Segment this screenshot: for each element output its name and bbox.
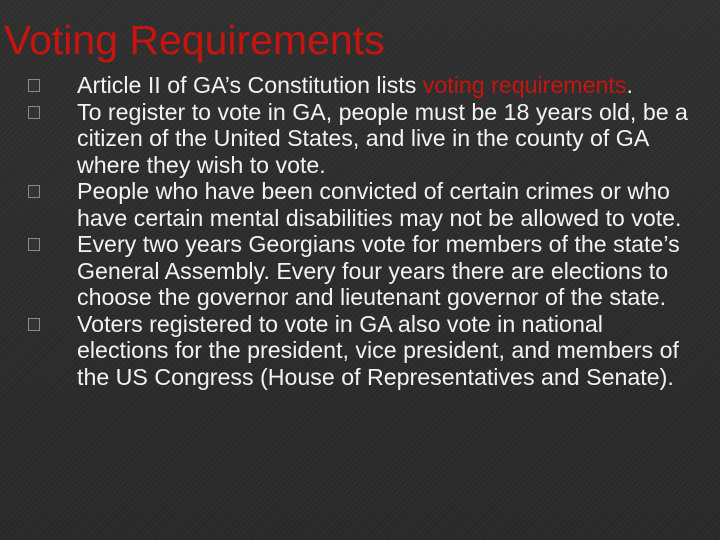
bullet-text: People who have been convicted of certain crimes or who have certain mental disabilities may not be allowed to vote.: [77, 178, 682, 231]
slide-title: Voting Requirements: [4, 17, 385, 63]
bullet-text: Voters registered to vote in GA also vote in national elections for the president, vice president, and members of the US Congress (House of Representatives and Senate).: [77, 310, 679, 390]
bullet-item: [28, 99, 700, 179]
bullet-item: [28, 72, 700, 99]
bullet-item: [28, 178, 700, 231]
highlight-text: voting requirements: [422, 72, 627, 98]
bullet-item: [28, 231, 700, 311]
bullet-text-end: .: [626, 72, 633, 98]
bullet-item: [28, 311, 700, 391]
bullet-text: To register to vote in GA, people must be 18 years old, be a citizen of the United States, and live in the county of GA where they wish to vote.: [77, 98, 688, 178]
square-bullet-icon: [28, 185, 40, 198]
bullet-list: [28, 72, 700, 390]
square-bullet-icon: [28, 238, 40, 251]
bullet-text: Article II of GA’s Constitution lists: [77, 72, 423, 98]
square-bullet-icon: [28, 318, 40, 331]
square-bullet-icon: [28, 79, 40, 92]
square-bullet-icon: [28, 106, 40, 119]
bullet-text: Every two years Georgians vote for members of the state’s General Assembly. Every four years there are elections to choose the governor and lieutenant governor of the state.: [77, 231, 680, 310]
